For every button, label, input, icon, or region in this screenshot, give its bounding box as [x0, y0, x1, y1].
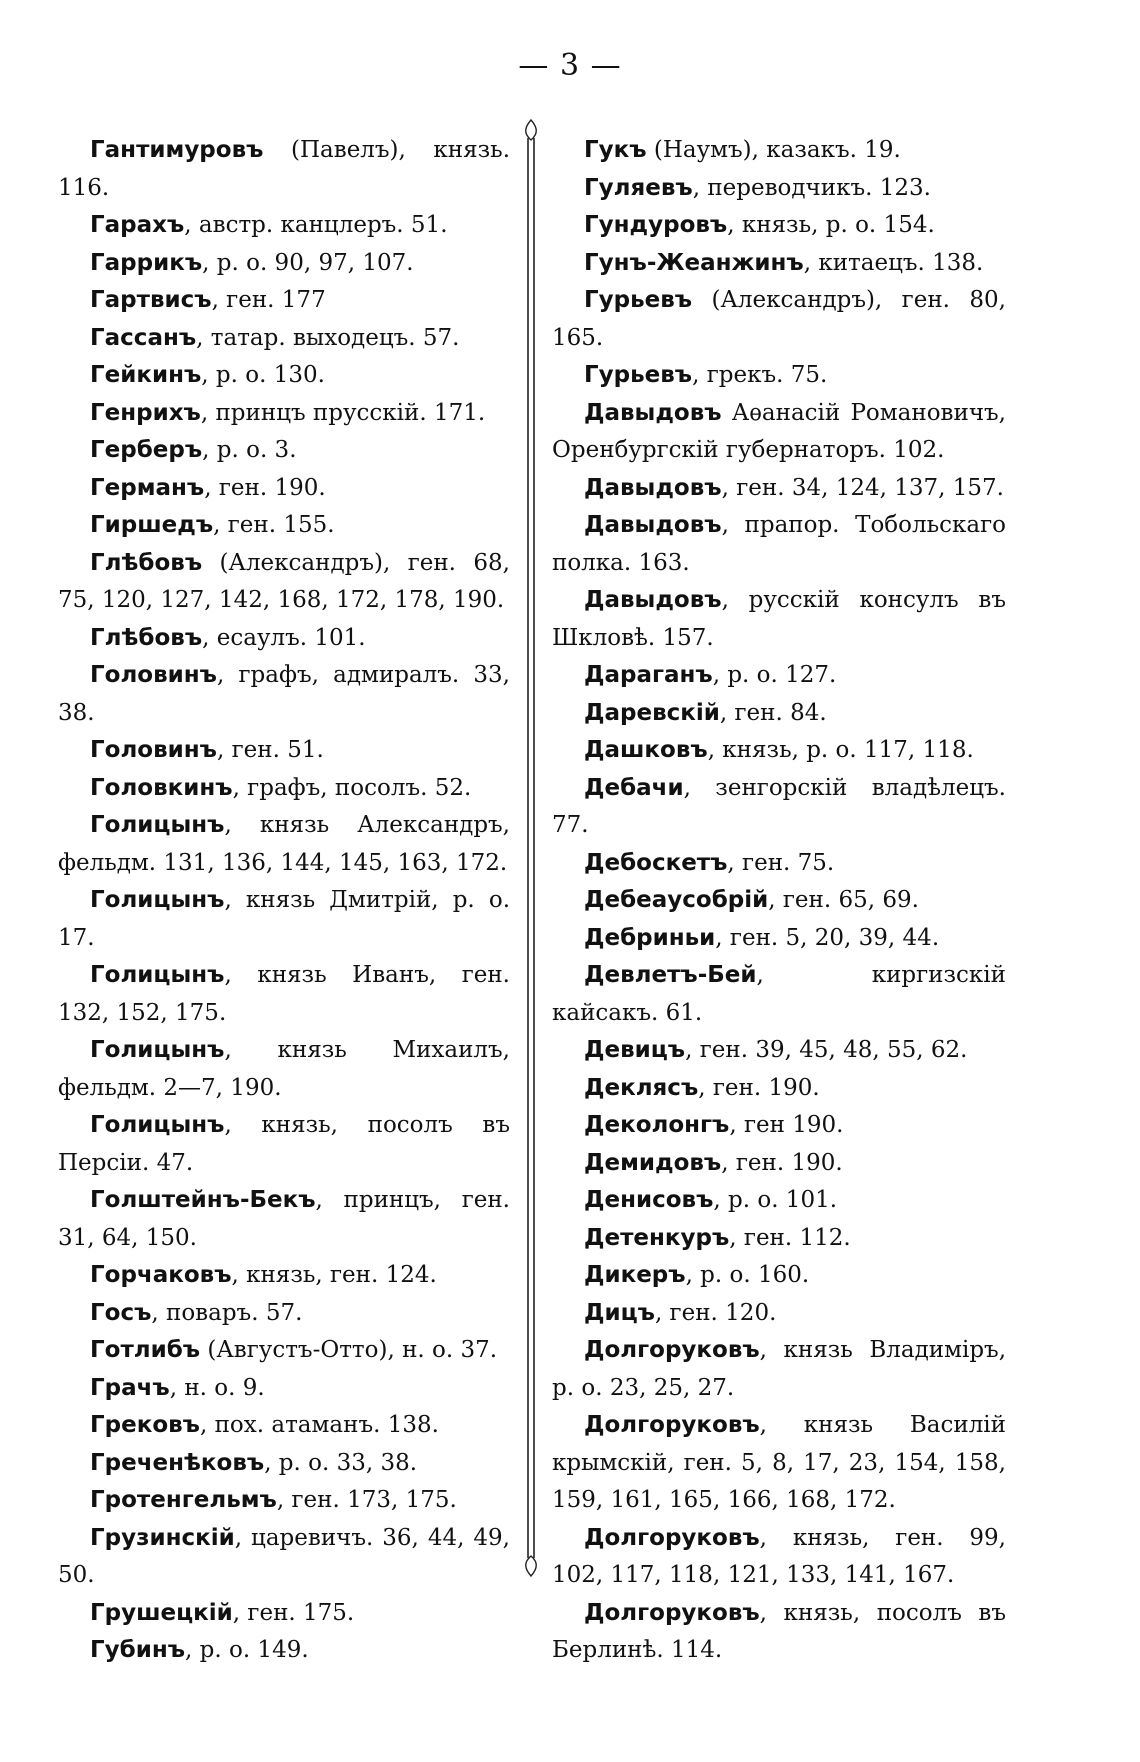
index-entry: [552, 1595, 1006, 1670]
index-entry: [552, 1332, 1006, 1407]
entry-description: (Александръ), ген. 68, 75, 120, 127, 142, 168, 172, 178, 190.: [58, 549, 510, 613]
index-entry: [58, 1632, 510, 1670]
index-entry: [58, 1032, 510, 1107]
index-entry: [552, 1032, 1006, 1070]
entry-name: Гунъ-Жеанжинъ: [584, 249, 804, 276]
entry-name: Германъ: [90, 474, 205, 501]
entry-name: Гантимуровъ: [90, 137, 264, 163]
index-entry: [552, 770, 1006, 845]
entry-description: , князь Василій крымскій, ген. 5, 8, 17, 23, 154, 158, 159, 161, 165, 166, 168, 172.: [552, 1412, 1006, 1513]
index-entry: [552, 1107, 1006, 1145]
entry-description: , ген. 51.: [216, 737, 324, 763]
entry-name: Деколонгъ: [584, 1112, 730, 1138]
entry-name: Грузинскій: [90, 1524, 235, 1551]
entry-name: Долгоруковъ: [584, 1412, 760, 1438]
entry-description: , князь Михаилъ, фельдм. 2—7, 190.: [58, 1037, 510, 1101]
index-entry: [552, 170, 1006, 208]
index-entry: [552, 695, 1006, 733]
entry-name: Головкинъ: [90, 774, 233, 801]
entry-description: (Наумъ), казакъ. 19.: [646, 137, 901, 163]
entry-description: , переводчикъ. 123.: [692, 174, 931, 201]
entry-description: , ген 190.: [729, 1112, 844, 1138]
index-entry: [58, 207, 510, 245]
right-index-column: [552, 132, 1006, 1670]
entry-description: , ген. 190.: [721, 1149, 843, 1176]
index-entry: [58, 1257, 510, 1295]
entry-description: , русскій консулъ въ Шкловѣ. 157.: [552, 587, 1006, 651]
index-entry: [58, 957, 510, 1032]
index-entry: [552, 507, 1006, 582]
entry-description: , китаецъ. 138.: [803, 249, 984, 276]
entry-description: , грекъ. 75.: [692, 362, 828, 388]
entry-description: , князь Иванъ, ген. 132, 152, 175.: [58, 962, 510, 1026]
entry-description: , ген. 173, 175.: [276, 1487, 457, 1513]
entry-name: Гартвисъ: [90, 287, 212, 313]
entry-name: Долгоруковъ: [584, 1524, 760, 1551]
index-entry: [58, 1107, 510, 1182]
entry-description: , ген. 155.: [213, 512, 335, 538]
entry-name: Губинъ: [90, 1637, 185, 1663]
index-entry: [552, 395, 1006, 470]
index-entry: [58, 657, 510, 732]
entry-description: , р. о. 130.: [201, 362, 325, 388]
index-entry: [58, 245, 510, 283]
entry-description: , царевичъ. 36, 44, 49, 50.: [58, 1524, 510, 1588]
entry-description: , пох. атаманъ. 138.: [199, 1412, 439, 1438]
index-entry: [58, 1332, 510, 1370]
index-entry: [58, 1595, 510, 1633]
entry-name: Голштейнъ-Бекъ: [90, 1187, 316, 1213]
entry-name: Голицынъ: [90, 962, 225, 988]
index-entry: [58, 732, 510, 770]
entry-name: Дараганъ: [584, 662, 713, 688]
index-entry: [552, 1520, 1006, 1595]
entry-description: , австр. канцлеръ. 51.: [184, 212, 448, 238]
entry-name: Гуляевъ: [584, 174, 693, 201]
entry-name: Гурьевъ: [584, 287, 693, 313]
index-entry: [552, 1070, 1006, 1108]
entry-description: , р. о. 160.: [685, 1262, 810, 1288]
entry-description: , ген. 65, 69.: [768, 887, 919, 913]
entry-name: Дашковъ: [584, 737, 708, 763]
entry-name: Давыдовъ: [584, 399, 722, 426]
entry-name: Деклясъ: [584, 1074, 699, 1101]
entry-description: , р. о. 3.: [202, 437, 297, 463]
index-entry: [552, 920, 1006, 958]
entry-description: (Александръ), ген. 80, 165.: [552, 287, 1006, 351]
index-entry: [552, 882, 1006, 920]
entry-description: , р. о. 33, 38.: [264, 1449, 418, 1476]
index-entry: [58, 320, 510, 358]
entry-description: , зенгорскій владѣлецъ. 77.: [552, 774, 1006, 838]
entry-description: , р. о. 149.: [185, 1637, 309, 1663]
entry-name: Денисовъ: [584, 1187, 714, 1213]
index-entry: [58, 1445, 510, 1483]
entry-name: Давыдовъ: [584, 587, 722, 613]
entry-description: , р. о. 101.: [713, 1187, 838, 1213]
index-entry: [552, 245, 1006, 283]
entry-name: Даревскій: [584, 699, 720, 726]
index-entry: [58, 1407, 510, 1445]
index-entry: [58, 357, 510, 395]
index-entry: [58, 507, 510, 545]
entry-description: , князь Александръ, фельдм. 131, 136, 144, 145, 163, 172.: [58, 812, 510, 876]
index-entry: [58, 1182, 510, 1257]
entry-description: , ген. 5, 20, 39, 44.: [715, 924, 940, 951]
entry-name: Дикеръ: [584, 1262, 686, 1288]
entry-name: Дебоскетъ: [584, 849, 728, 876]
entry-description: , ген. 190.: [698, 1074, 820, 1101]
entry-name: Грачъ: [90, 1374, 170, 1401]
entry-name: Готлибъ: [90, 1337, 201, 1363]
index-entry: [58, 807, 510, 882]
entry-name: Девлетъ-Бей: [584, 962, 757, 988]
entry-name: Головинъ: [90, 662, 217, 688]
entry-name: Головинъ: [90, 737, 217, 763]
entry-name: Гаррикъ: [90, 249, 203, 276]
entry-description: , принцъ прусскій. 171.: [200, 399, 486, 426]
entry-name: Генрихъ: [90, 399, 201, 426]
entry-name: Девицъ: [584, 1037, 686, 1063]
index-entry: [58, 395, 510, 433]
entry-name: Гундуровъ: [584, 212, 728, 238]
index-entry: [58, 770, 510, 808]
index-entry: [552, 132, 1006, 170]
index-entry: [58, 1520, 510, 1595]
entry-name: Госъ: [90, 1299, 152, 1326]
index-entry: [552, 732, 1006, 770]
index-entry: [552, 1295, 1006, 1333]
entry-name: Гейкинъ: [90, 362, 202, 388]
entry-description: , князь, посолъ въ Берлинѣ. 114.: [552, 1599, 1006, 1663]
index-entry: [552, 357, 1006, 395]
entry-description: , принцъ, ген. 31, 64, 150.: [58, 1187, 510, 1251]
index-entry: [552, 1145, 1006, 1183]
entry-description: , киргизскій кайсакъ. 61.: [552, 962, 1006, 1026]
index-entry: [552, 1407, 1006, 1520]
entry-description: , прапор. Тобольскаго полка. 163.: [552, 512, 1006, 576]
index-entry: [58, 282, 510, 320]
entry-description: , графъ, посолъ. 52.: [232, 774, 472, 801]
entry-name: Грушецкій: [90, 1599, 233, 1626]
entry-description: (Августъ-Отто), н. о. 37.: [200, 1337, 498, 1363]
index-entry: [552, 1257, 1006, 1295]
index-entry: [552, 657, 1006, 695]
entry-name: Горчаковъ: [90, 1262, 232, 1288]
entry-name: Дицъ: [584, 1299, 655, 1326]
entry-description: , князь, посолъ въ Персіи. 47.: [58, 1112, 510, 1176]
entry-description: , р. о. 127.: [712, 662, 837, 688]
entry-description: , ген. 190.: [204, 474, 326, 501]
left-index-column: [58, 132, 510, 1670]
index-entry: [552, 1182, 1006, 1220]
index-entry: [58, 1370, 510, 1408]
index-entry: [552, 845, 1006, 883]
entry-description: , р. о. 90, 97, 107.: [202, 249, 414, 276]
entry-description: , поваръ. 57.: [151, 1299, 303, 1326]
entry-name: Голицынъ: [90, 812, 225, 838]
entry-name: Демидовъ: [584, 1149, 722, 1176]
entry-description: , ген. 84.: [719, 699, 827, 726]
entry-description: , есаулъ. 101.: [202, 624, 366, 651]
index-entry: [58, 132, 510, 207]
index-entry: [58, 620, 510, 658]
entry-name: Давыдовъ: [584, 474, 722, 501]
entry-name: Гукъ: [584, 137, 647, 163]
index-entry: [58, 432, 510, 470]
index-entry: [58, 1482, 510, 1520]
entry-name: Гарахъ: [90, 212, 185, 238]
entry-description: Аѳанасій Романовичъ, Оренбургскій губернаторъ. 102.: [552, 399, 1006, 463]
entry-description: , ген. 39, 45, 48, 55, 62.: [685, 1037, 968, 1063]
index-entry: [58, 545, 510, 620]
entry-name: Гассанъ: [90, 324, 197, 351]
entry-description: , князь, ген. 99, 102, 117, 118, 121, 133, 141, 167.: [552, 1524, 1006, 1588]
entry-name: Голицынъ: [90, 1112, 225, 1138]
entry-description: , ген. 120.: [654, 1299, 777, 1326]
entry-name: Долгоруковъ: [584, 1337, 760, 1363]
entry-description: , ген. 112.: [729, 1224, 851, 1251]
entry-description: , графъ, адмиралъ. 33, 38.: [58, 662, 510, 726]
entry-description: , ген. 177: [211, 287, 326, 313]
entry-name: Дебеаусобрій: [584, 887, 769, 913]
index-entry: [552, 957, 1006, 1032]
entry-description: , князь Владиміръ, р. о. 23, 25, 27.: [552, 1337, 1006, 1401]
entry-description: , ген. 175.: [232, 1599, 355, 1626]
index-entry: [552, 1220, 1006, 1258]
entry-name: Грековъ: [90, 1412, 200, 1438]
entry-description: , князь Дмитрій, р. о. 17.: [58, 887, 510, 951]
entry-name: Гротенгельмъ: [90, 1487, 277, 1513]
entry-description: (Павелъ), князь. 116.: [58, 137, 510, 201]
entry-name: Голицынъ: [90, 887, 225, 913]
entry-name: Глѣбовъ: [90, 624, 203, 651]
index-entry: [552, 470, 1006, 508]
index-entry: [58, 470, 510, 508]
entry-name: Дебриньи: [584, 924, 716, 951]
entry-description: , татар. выходецъ. 57.: [196, 324, 460, 351]
page-number: — 3 —: [518, 48, 622, 83]
index-entry: [58, 1295, 510, 1333]
entry-name: Давыдовъ: [584, 512, 722, 538]
entry-description: , н. о. 9.: [169, 1374, 265, 1401]
index-entry: [552, 582, 1006, 657]
index-entry: [552, 282, 1006, 357]
column-divider-ornament: [521, 118, 541, 1578]
entry-name: Гурьевъ: [584, 362, 693, 388]
entry-description: , князь, р. о. 154.: [727, 212, 935, 238]
entry-name: Глѣбовъ: [90, 549, 203, 576]
entry-name: Дебачи: [584, 774, 684, 801]
entry-name: Греченѣковъ: [90, 1449, 265, 1476]
index-entry: [552, 207, 1006, 245]
entry-name: Голицынъ: [90, 1037, 225, 1063]
entry-name: Гиршедъ: [90, 512, 214, 538]
entry-description: , ген. 75.: [727, 849, 835, 876]
entry-name: Долгоруковъ: [584, 1599, 760, 1626]
entry-description: , ген. 34, 124, 137, 157.: [721, 474, 1004, 501]
entry-description: , князь, р. о. 117, 118.: [707, 737, 974, 763]
entry-name: Герберъ: [90, 437, 203, 463]
entry-name: Детенкуръ: [584, 1224, 730, 1251]
index-entry: [58, 882, 510, 957]
entry-description: , князь, ген. 124.: [231, 1262, 437, 1288]
